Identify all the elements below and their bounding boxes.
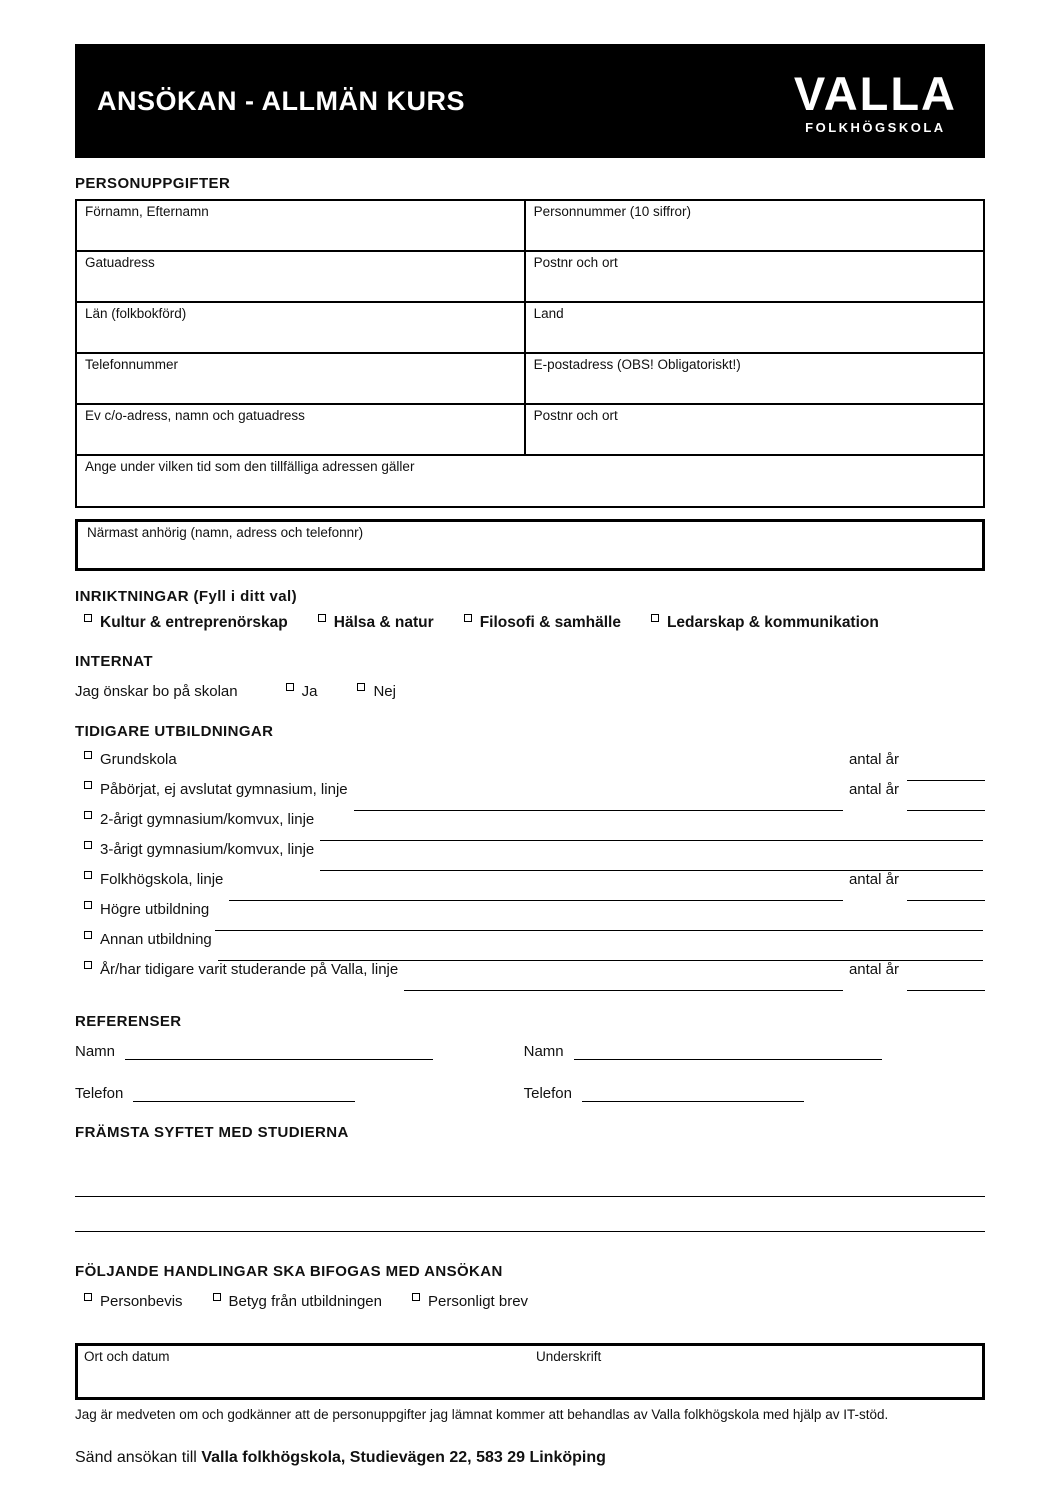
checkbox-icon[interactable] <box>84 931 92 939</box>
field-label: Personnummer (10 siffror) <box>533 204 691 219</box>
education-label: Påbörjat, ej avslutat gymnasium, linje <box>100 781 348 798</box>
checkbox-icon[interactable] <box>84 961 92 969</box>
option-kultur[interactable] <box>84 614 288 632</box>
telefon-input-line[interactable] <box>133 1086 355 1102</box>
syfte-input-line[interactable] <box>75 1231 985 1232</box>
antal-ar-label: antal år <box>848 781 899 798</box>
checkbox-icon[interactable] <box>213 1293 221 1301</box>
linje-input-line[interactable] <box>320 825 983 841</box>
table-row <box>77 201 983 252</box>
send-address <box>201 1449 606 1466</box>
field-co-adress[interactable] <box>77 405 524 454</box>
inriktningar-options <box>75 614 985 632</box>
checkbox-icon[interactable] <box>84 1293 92 1301</box>
checkbox-icon[interactable] <box>84 841 92 849</box>
field-label: E-postadress (OBS! Obligatoriskt!) <box>533 357 741 372</box>
table-row <box>77 252 983 303</box>
field-label: Telefonnummer <box>85 357 179 372</box>
education-label: 2-årigt gymnasium/komvux, linje <box>100 811 315 828</box>
checkbox-icon[interactable] <box>464 614 472 622</box>
option-filosofi[interactable] <box>464 614 621 632</box>
education-row-grundskola <box>75 751 985 781</box>
option-label: Betyg från utbildningen <box>228 1293 382 1310</box>
education-row-3arigt-gymnasium <box>75 841 985 871</box>
field-ort-och-datum[interactable] <box>78 1346 530 1397</box>
option-personligt-brev[interactable] <box>412 1293 528 1310</box>
namn-label: Namn <box>75 1043 116 1060</box>
option-label: Filosofi & samhälle <box>479 614 621 631</box>
section-heading-inriktningar: INRIKTNINGAR (Fyll i ditt val) <box>75 588 297 605</box>
valla-logo <box>793 67 957 135</box>
referens-2-telefon <box>524 1085 985 1102</box>
field-narmast-anhorig[interactable] <box>75 519 985 571</box>
option-label: Nej <box>373 683 396 700</box>
education-label: Folkhögskola, linje <box>100 871 224 888</box>
education-row-2arigt-gymnasium <box>75 811 985 841</box>
checkbox-icon[interactable] <box>357 683 365 691</box>
linje-input-line[interactable] <box>215 915 983 931</box>
field-land[interactable] <box>524 303 983 352</box>
education-label: År/har tidigare varit studerande på Valla, linje <box>100 961 399 978</box>
section-heading-handlingar: FÖLJANDE HANDLINGAR SKA BIFOGAS MED ANSÖKAN <box>75 1263 503 1280</box>
field-lan[interactable] <box>77 303 524 352</box>
referens-2-namn <box>524 1043 985 1060</box>
field-label: Ange under vilken tid som den tillfälliga adressen gäller <box>85 459 415 474</box>
field-label: Närmast anhörig (namn, adress och telefonnr) <box>87 525 364 540</box>
send-prefix: Sänd ansökan till <box>75 1449 197 1466</box>
section-heading-internat: INTERNAT <box>75 653 153 670</box>
option-label: Kultur & entreprenörskap <box>100 614 288 631</box>
antal-ar-label: antal år <box>848 751 899 768</box>
option-personbevis[interactable] <box>84 1293 183 1310</box>
option-ledarskap[interactable] <box>651 614 879 632</box>
antal-ar-label: antal år <box>848 961 899 978</box>
antal-ar-input-line[interactable] <box>907 795 985 811</box>
checkbox-icon[interactable] <box>651 614 659 622</box>
field-label: Land <box>533 306 564 321</box>
checkbox-icon[interactable] <box>84 901 92 909</box>
education-label: Annan utbildning <box>100 931 212 948</box>
option-label: Personligt brev <box>428 1293 529 1310</box>
section-heading-tidigare-utbildningar: TIDIGARE UTBILDNINGAR <box>75 723 274 740</box>
education-row-hogre-utbildning <box>75 901 985 931</box>
linje-input-line[interactable] <box>354 795 843 811</box>
antal-ar-input-line[interactable] <box>907 885 985 901</box>
send-address-text: Valla folkhögskola, Studievägen 22, 583 29 Linköping <box>201 1449 606 1466</box>
form-header <box>75 44 985 158</box>
checkbox-icon[interactable] <box>84 811 92 819</box>
telefon-input-line[interactable] <box>582 1086 804 1102</box>
linje-input-line[interactable] <box>218 945 983 961</box>
checkbox-icon[interactable] <box>84 614 92 622</box>
telefon-label: Telefon <box>75 1085 124 1102</box>
send-instruction <box>75 1449 985 1467</box>
checkbox-icon[interactable] <box>318 614 326 622</box>
education-label: Högre utbildning <box>100 901 210 918</box>
checkbox-icon[interactable] <box>412 1293 420 1301</box>
field-telefonnummer[interactable] <box>77 354 524 403</box>
table-row <box>77 354 983 405</box>
field-label: Förnamn, Efternamn <box>85 204 209 219</box>
field-underskrift[interactable] <box>530 1346 982 1397</box>
field-fornamn-efternamn[interactable] <box>77 201 524 250</box>
checkbox-icon[interactable] <box>286 683 294 691</box>
linje-input-line[interactable] <box>404 975 843 991</box>
antal-ar-input-line[interactable] <box>907 975 985 991</box>
linje-input-line[interactable] <box>229 885 843 901</box>
table-row <box>77 405 983 456</box>
education-label: Grundskola <box>100 751 177 768</box>
referens-namn-row <box>75 1043 985 1060</box>
field-epostadress[interactable] <box>524 354 983 403</box>
checkbox-icon[interactable] <box>84 781 92 789</box>
education-rows <box>75 751 985 991</box>
education-row-folkhogskola <box>75 871 985 901</box>
option-label: Personbevis <box>100 1293 183 1310</box>
field-personnummer[interactable] <box>524 201 983 250</box>
education-row-paborjat-gymnasium <box>75 781 985 811</box>
telefon-label: Telefon <box>523 1085 572 1102</box>
form-title: ANSÖKAN - ALLMÄN KURS <box>97 85 465 116</box>
checkbox-icon[interactable] <box>84 871 92 879</box>
field-label: Ev c/o-adress, namn och gatuadress <box>85 408 305 423</box>
syfte-input-line[interactable] <box>75 1196 985 1197</box>
referens-1-telefon <box>75 1085 524 1102</box>
option-halsa[interactable] <box>318 614 434 632</box>
field-label: Postnr och ort <box>533 408 618 423</box>
section-heading-personuppgifter: PERSONUPPGIFTER <box>75 175 231 192</box>
internat-options <box>75 683 985 700</box>
field-postnr-ort[interactable] <box>524 252 983 301</box>
education-row-annan-utbildning <box>75 931 985 961</box>
consent-text: Jag är medveten om och godkänner att de personuppgifter jag lämnat kommer att behandlas av Valla folkhögskola med hjälp av IT-stöd. <box>75 1407 889 1422</box>
field-label: Ort och datum <box>84 1349 170 1364</box>
field-gatuadress[interactable] <box>77 252 524 301</box>
option-label: Hälsa & natur <box>333 614 434 631</box>
field-label: Underskrift <box>536 1349 602 1364</box>
option-nej[interactable] <box>357 683 396 700</box>
section-heading-framsta-syftet: FRÄMSTA SYFTET MED STUDIERNA <box>75 1124 349 1141</box>
namn-input-line[interactable] <box>125 1044 433 1060</box>
section-heading-referenser: REFERENSER <box>75 1013 182 1030</box>
internat-question: Jag önskar bo på skolan <box>75 683 238 700</box>
field-tillfallig-adress-tid[interactable] <box>77 456 983 477</box>
field-co-postnr-ort[interactable] <box>524 405 983 454</box>
education-row-tidigare-valla <box>75 961 985 991</box>
logo-subtitle: FOLKHÖGSKOLA <box>805 120 946 135</box>
option-betyg[interactable] <box>213 1293 382 1310</box>
signature-box <box>75 1343 985 1400</box>
referens-telefon-row <box>75 1085 985 1102</box>
option-label: Ja <box>301 683 318 700</box>
personal-info-table <box>75 199 985 508</box>
namn-input-line[interactable] <box>574 1044 882 1060</box>
checkbox-icon[interactable] <box>84 751 92 759</box>
table-row <box>77 456 983 506</box>
table-row <box>77 303 983 354</box>
linje-input-line[interactable] <box>320 855 983 871</box>
logo-wordmark: VALLA <box>793 67 957 120</box>
namn-label: Namn <box>523 1043 564 1060</box>
field-label: Postnr och ort <box>533 255 618 270</box>
education-label: 3-årigt gymnasium/komvux, linje <box>100 841 315 858</box>
field-label: Gatuadress <box>85 255 155 270</box>
handlingar-options <box>75 1293 985 1310</box>
option-label: Ledarskap & kommunikation <box>666 614 879 631</box>
referens-1-namn <box>75 1043 524 1060</box>
antal-ar-input-line[interactable] <box>907 765 985 781</box>
option-ja[interactable] <box>286 683 318 700</box>
antal-ar-label: antal år <box>848 871 899 888</box>
field-label: Län (folkbokförd) <box>85 306 187 321</box>
